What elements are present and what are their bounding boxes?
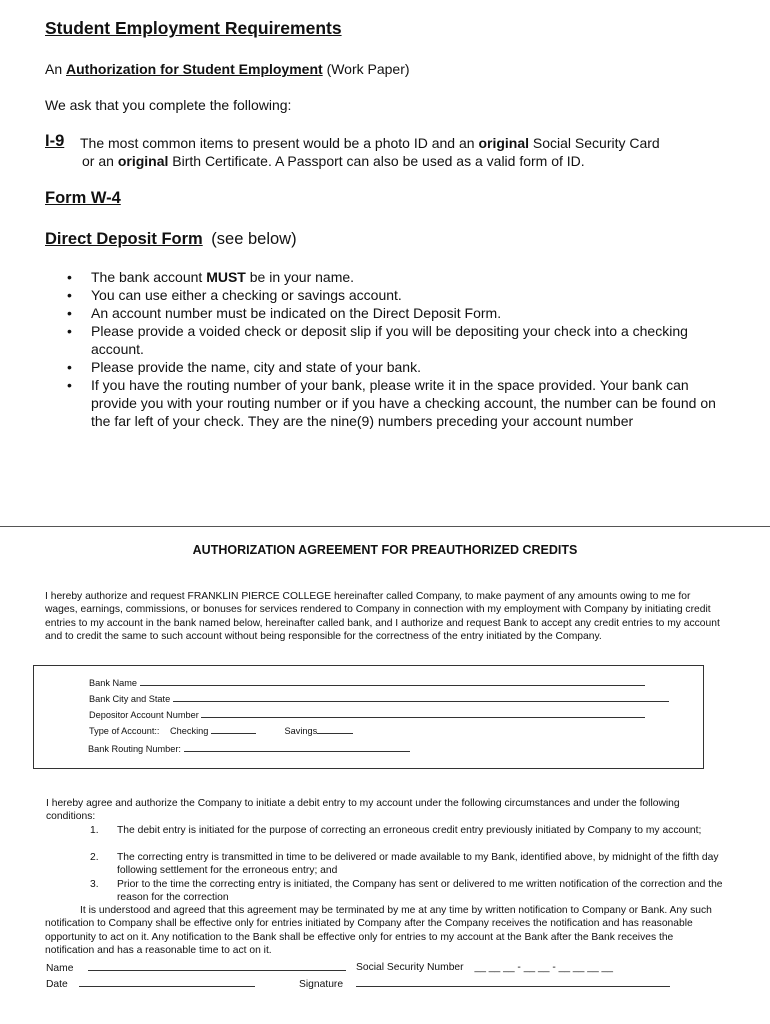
page-title: Student Employment Requirements [45,18,342,38]
w4-label: Form W-4 [45,189,121,207]
bank-name-label: Bank Name [89,678,138,688]
section-divider [0,526,770,527]
name-row[interactable] [46,961,346,975]
bullet-icon: • [67,377,72,393]
signature-label: Signature [299,979,344,990]
debit-condition-3 [90,878,730,905]
bank-info-box [33,665,704,769]
savings-field[interactable] [317,724,353,734]
bullet-icon: • [67,305,72,321]
condition-number: 3. [90,879,99,890]
auth-suffix: (Work Paper) [326,61,410,77]
routing-label: Bank Routing Number: [88,744,181,754]
list-item [64,376,724,430]
account-number-label: Depositor Account Number [89,710,199,720]
bank-name-row[interactable] [89,676,645,688]
debit-intro: I hereby agree and authorize the Company to initiate a debit entry to my account under the following circumstances and under the following conditions: [46,798,680,823]
condition-number: 1. [90,825,99,836]
list-item [64,268,724,286]
ssn-label: Social Security Number [356,962,464,973]
agreement-intro: I hereby authorize and request FRANKLIN PIERCE COLLEGE hereinafter called Company, to make payment of any amounts owing to me for wages, earnings, commissions, or bonuses for services rendered to Company in connection with my employment with Company by initiating credit entries to my account in the bank named below, hereinafter called bank, and I authorize and request Bank to accept any credit entries to my account and to credit the same to such account without being responsible for the correctness of the entry initiated by the Company. [45,591,720,642]
signature-field[interactable] [356,977,670,987]
name-label: Name [46,963,74,974]
bullet-text: You can use either a checking or savings account. [91,287,402,303]
debit-condition-1 [90,824,730,837]
i9-text-b: Social Security Card [532,135,660,151]
ssn-row[interactable] [356,961,613,974]
direct-deposit-heading [45,230,297,249]
bank-name-field[interactable] [140,676,645,686]
bullet-icon: • [67,269,72,285]
account-number-field[interactable] [201,708,645,718]
condition-text: Prior to the time the correcting entry is initiated, the Company has sent or delivered to me written notification of the correction and the reason for the correction [117,879,723,904]
checking-label: Checking [170,726,209,736]
bullet-text: If you have the routing number of your bank, please write it in the space provided. Your bank can provide you with your routing number or if you have a checking account, the number can be found on the far left of your check. They are the nine(9) numbers preceding your account number [91,377,716,429]
authorization-form-name: Authorization for Student Employment [66,61,323,77]
list-item [64,358,724,376]
requirements-list [64,268,724,430]
debit-condition-2 [90,851,730,878]
account-number-row[interactable] [89,708,645,720]
i9-label: I-9 [45,132,65,150]
savings-label: Savings [284,726,318,736]
bank-city-label: Bank City and State [89,694,171,704]
bank-city-row[interactable] [89,692,669,704]
agreement-title: AUTHORIZATION AGREEMENT FOR PREAUTHORIZED CREDITS [192,543,578,557]
auth-prefix: An [45,61,63,77]
termination-text: It is understood and agreed that this agreement may be terminated by me at any time by written notification to Company or Bank. Any such notification to Company shall be effective only for entries initiated by Company after the Company receives the notification and has reasonable opportunity to act on it. Any notification to the Bank shall be effective only for entries to my account at the Bank after the Bank receives the notification and has a reasonable time to act on it. [45,905,712,956]
i9-bold-original: original [478,135,529,151]
condition-text: The correcting entry is transmitted in time to be delivered or made available to my Bank, identified above, by midnight of the fifth day following settlement for the erroneous entry; and [117,852,719,877]
bullet-text: An account number must be indicated on the Direct Deposit Form. [91,305,502,321]
checking-field[interactable] [211,724,256,734]
bullet-text: Please provide a voided check or deposit slip if you will be depositing your check into a checking account. [91,323,688,357]
condition-number: 2. [90,852,99,863]
instruction-text: We ask that you complete the following: [45,97,292,113]
name-field[interactable] [88,961,346,971]
date-field[interactable] [79,977,255,987]
condition-text: The debit entry is initiated for the purpose of correcting an erroneous credit entry previously initiated by Company to my account; [117,825,702,836]
list-item [64,286,724,304]
routing-field[interactable] [184,742,410,752]
direct-deposit-label: Direct Deposit Form [45,230,203,248]
date-row[interactable] [46,977,255,991]
bullet-bold: MUST [206,269,246,285]
bullet-icon: • [67,323,72,339]
direct-deposit-note: (see below) [211,230,297,248]
i9-text-c: or an [82,153,114,169]
bullet-icon: • [67,359,72,375]
i9-line-1 [80,135,660,151]
i9-bold-original-2: original [117,153,169,169]
bank-city-field[interactable] [173,692,669,702]
bullet-text: Please provide the name, city and state of your bank. [91,359,421,375]
list-item [64,304,724,322]
routing-row[interactable] [88,742,410,754]
ssn-field[interactable]: __ __ __ - __ __ - __ __ __ __ [474,962,614,973]
account-type-label: Type of Account:: [89,726,160,736]
account-type-row [89,724,353,736]
date-label: Date [46,979,68,990]
signature-row[interactable] [299,977,670,991]
bullet-icon: • [67,287,72,303]
bullet-text: be in your name. [249,269,355,285]
list-item [64,322,724,358]
authorization-line [45,61,410,77]
i9-line-2 [82,153,585,169]
bullet-text: The bank account [91,269,203,285]
i9-text-a: The most common items to present would be a photo ID and an [80,135,475,151]
i9-text-d: Birth Certificate. A Passport can also be used as a valid form of ID. [172,153,585,169]
